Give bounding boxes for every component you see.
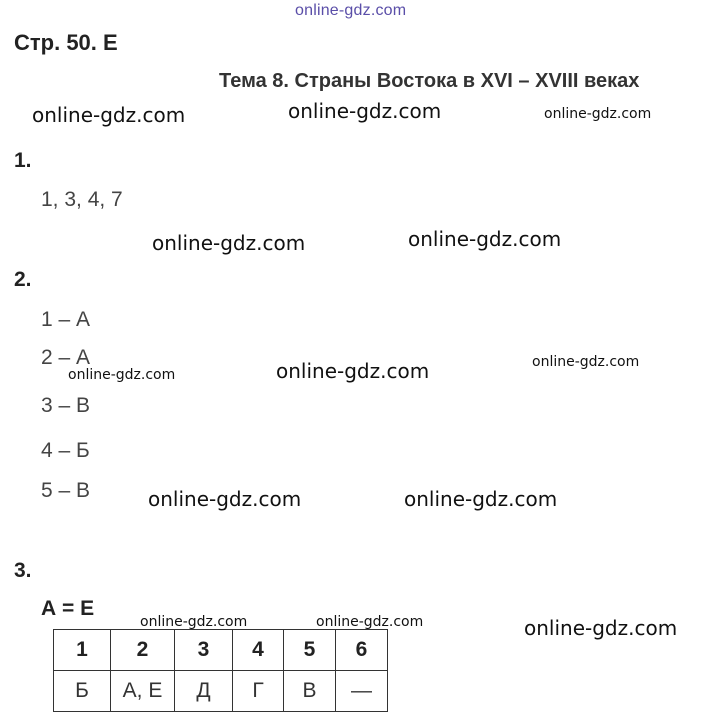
question-1-answer: 1, 3, 4, 7 xyxy=(41,188,123,211)
answer-table-value-cell: А, Е xyxy=(111,671,175,712)
answer-table-header-cell: 2 xyxy=(111,630,175,671)
question-1-number: 1. xyxy=(14,149,32,172)
answer-table-header-cell: 4 xyxy=(233,630,284,671)
page-reference: Стр. 50. Е xyxy=(14,30,118,55)
question-2-pair: 5 – В xyxy=(41,479,91,502)
watermark: online-gdz.com xyxy=(524,616,678,640)
watermark: online-gdz.com xyxy=(288,99,442,123)
question-2-pair: 2 – А xyxy=(41,346,91,369)
answer-table-value-cell: Г xyxy=(233,671,284,712)
question-3-number: 3. xyxy=(14,559,32,582)
top-watermark: online-gdz.com xyxy=(295,2,407,19)
answer-table-header-cell: 5 xyxy=(284,630,336,671)
watermark: online-gdz.com xyxy=(544,106,652,122)
answer-table-header-row xyxy=(54,630,388,671)
answer-table-value-cell: В xyxy=(284,671,336,712)
watermark: online-gdz.com xyxy=(140,614,248,630)
topic-title: Тема 8. Страны Востока в XVI – XVIII веках xyxy=(219,70,640,92)
watermark: online-gdz.com xyxy=(32,103,186,127)
watermark: online-gdz.com xyxy=(152,231,306,255)
answer-table xyxy=(53,629,388,712)
watermark: online-gdz.com xyxy=(408,227,562,251)
answer-table-value-row xyxy=(54,671,388,712)
answer-table-header-cell: 3 xyxy=(175,630,233,671)
question-2-pair: 4 – Б xyxy=(41,439,90,462)
watermark: online-gdz.com xyxy=(68,367,176,383)
watermark: online-gdz.com xyxy=(404,487,558,511)
watermark: online-gdz.com xyxy=(276,359,430,383)
watermark: online-gdz.com xyxy=(148,487,302,511)
answer-table-header-cell: 1 xyxy=(54,630,111,671)
answer-table-value-cell: Д xyxy=(175,671,233,712)
watermark: online-gdz.com xyxy=(532,354,640,370)
question-2-pair: 3 – В xyxy=(41,394,91,417)
watermark: online-gdz.com xyxy=(316,614,424,630)
question-3-rule: А = Е xyxy=(41,597,95,620)
answer-table-header-cell: 6 xyxy=(336,630,388,671)
question-2-number: 2. xyxy=(14,268,32,291)
question-2-pair: 1 – А xyxy=(41,308,91,331)
answer-table-value-cell: Б xyxy=(54,671,111,712)
answer-table-value-cell: — xyxy=(336,671,388,712)
